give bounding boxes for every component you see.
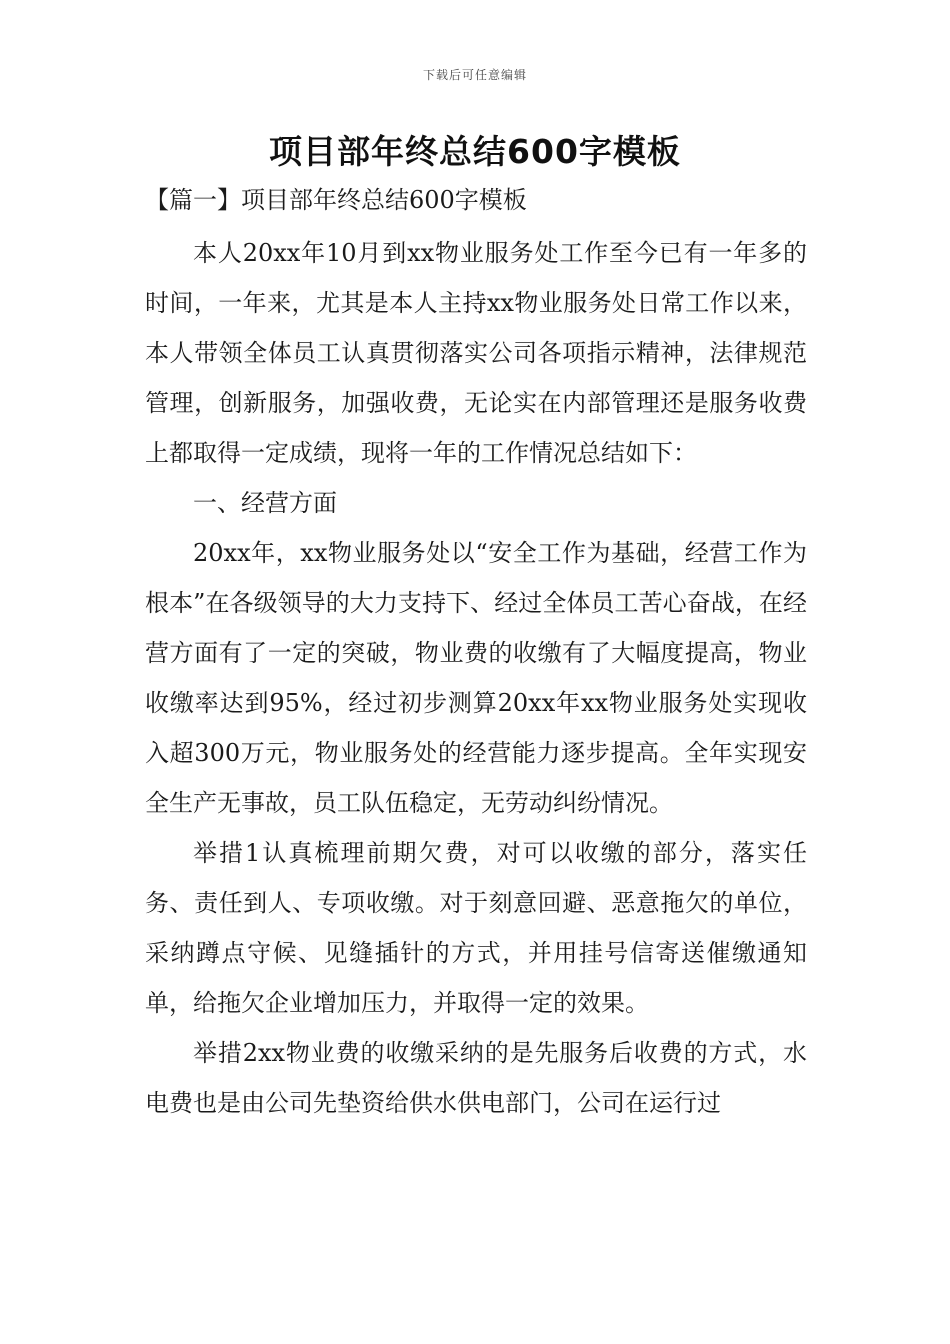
paragraph-business: 20xx年，xx物业服务处以“安全工作为基础，经营工作为根本”在各级领导的大力支持下、经过全体员工苦心奋战，在经营方面有了一定的突破，物业费的收缴有了大幅度提高，物业收缴率达到95%，经过初步测算20xx年xx物业服务处实现收入超300万元，物业服务处的经营能力逐步提高。全年实现安全生产无事故，员工队伍稳定，无劳动纠纷情况。 — [145, 539, 807, 817]
document-body — [145, 228, 807, 1128]
paragraph-measure-1: 举措1认真梳理前期欠费，对可以收缴的部分，落实任务、责任到人、专项收缴。对于刻意回避、恶意拖欠的单位，采纳蹲点守候、见缝插针的方式，并用挂号信寄送催缴通知单，给拖欠企业增加压力，并取得一定的效果。 — [145, 839, 807, 1017]
header-note: 下载后可任意编辑 — [422, 68, 527, 82]
section-heading: 【篇一】项目部年终总结600字模板 — [145, 186, 527, 214]
subheading-business: 一、经营方面 — [193, 489, 337, 517]
paragraph-intro: 本人20xx年10月到xx物业服务处工作至今已有一年多的时间，一年来，尤其是本人主持xx物业服务处日常工作以来，本人带领全体员工认真贯彻落实公司各项指示精神，法律规范管理，创新服务，加强收费，无论实在内部管理还是服务收费上都取得一定成绩，现将一年的工作情况总结如下： — [145, 239, 807, 467]
document-title: 项目部年终总结600字模板 — [269, 132, 681, 171]
paragraph-measure-2: 举措2xx物业费的收缴采纳的是先服务后收费的方式，水电费也是由公司先垫资给供水供电部门，公司在运行过 — [145, 1039, 807, 1117]
